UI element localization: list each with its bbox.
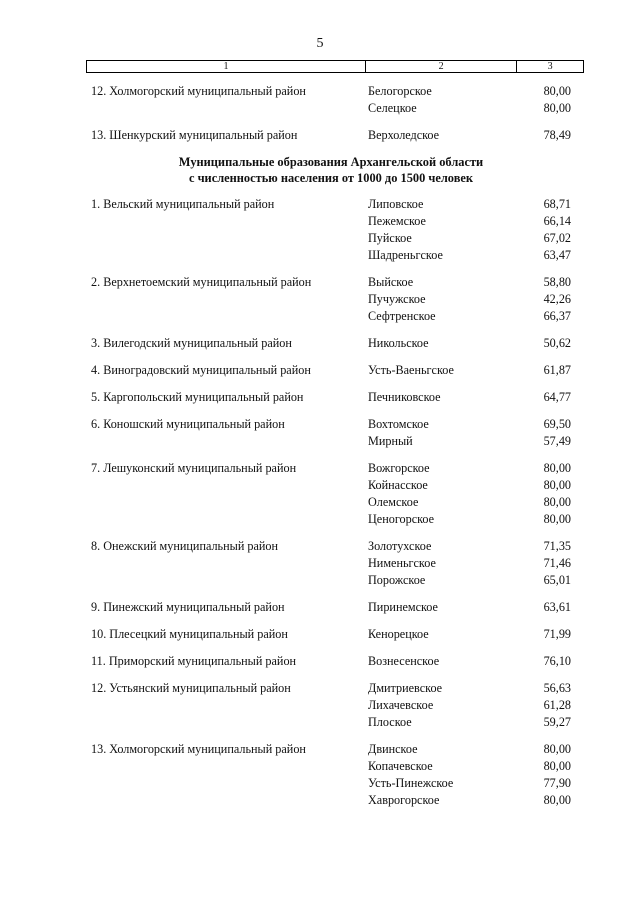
spacer — [91, 406, 571, 416]
settlement-value: 77,90 — [543, 776, 571, 790]
settlement-name: Нименьгское — [368, 556, 436, 570]
table-row — [91, 741, 571, 758]
table-row — [91, 213, 571, 230]
spacer — [91, 186, 571, 196]
spacer — [91, 643, 571, 653]
spacer — [91, 264, 571, 274]
table-row — [91, 494, 571, 511]
table-row — [91, 196, 571, 213]
settlement-value: 80,00 — [543, 84, 571, 98]
section-title — [85, 154, 577, 186]
settlement-name: Лихачевское — [368, 698, 434, 712]
district-name: 2. Верхнетоемский муниципальный район — [91, 275, 312, 289]
section-title-line-1: Муниципальные образования Архангельской области — [178, 155, 484, 169]
table-row — [91, 83, 571, 100]
district-name: 6. Коношский муниципальный район — [91, 417, 285, 431]
page-number: 5 — [316, 36, 324, 51]
spacer — [91, 117, 571, 127]
table-row — [91, 100, 571, 117]
settlement-value: 58,80 — [543, 275, 571, 289]
settlement-value: 80,00 — [543, 478, 571, 492]
settlement-value: 80,00 — [543, 793, 571, 807]
settlement-value: 66,37 — [543, 309, 571, 323]
settlement-name: Селецкое — [368, 101, 417, 115]
district-name: 4. Виноградовский муниципальный район — [91, 363, 311, 377]
district-name: 13. Холмогорский муниципальный район — [91, 742, 306, 756]
settlement-value: 76,10 — [543, 654, 571, 668]
settlement-name: Выйское — [368, 275, 414, 289]
table-row — [91, 389, 571, 406]
settlement-value: 71,46 — [543, 556, 571, 570]
section-title-line-2: с численностью населения от 1000 до 1500 человек — [188, 171, 474, 185]
district-name: 5. Каргопольский муниципальный район — [91, 390, 304, 404]
settlement-name: Порожское — [368, 573, 426, 587]
settlement-value: 69,50 — [543, 417, 571, 431]
settlement-name: Липовское — [368, 197, 424, 211]
district-name: 13. Шенкурский муниципальный район — [91, 128, 298, 142]
settlement-name: Хаврогорское — [368, 793, 440, 807]
spacer — [91, 528, 571, 538]
district-group — [91, 389, 571, 406]
district-group — [91, 335, 571, 352]
settlement-value: 42,26 — [543, 292, 571, 306]
district-name: 8. Онежский муниципальный район — [91, 539, 279, 553]
table-row — [91, 362, 571, 379]
district-name: 7. Лешуконский муниципальный район — [91, 461, 297, 475]
settlement-name: Мирный — [368, 434, 413, 448]
district-name: 12. Холмогорский муниципальный район — [91, 84, 306, 98]
settlement-name: Никольское — [368, 336, 429, 350]
settlement-value: 66,14 — [543, 214, 571, 228]
settlement-name: Вознесенское — [368, 654, 440, 668]
table-row — [91, 460, 571, 477]
district-group — [91, 680, 571, 731]
settlement-value: 80,00 — [543, 495, 571, 509]
settlement-name: Копачевское — [368, 759, 433, 773]
settlement-name: Шадреньгское — [368, 248, 443, 262]
spacer — [91, 589, 571, 599]
settlement-value: 80,00 — [543, 512, 571, 526]
settlement-value: 71,35 — [543, 539, 571, 553]
settlement-name: Вохтомское — [368, 417, 429, 431]
settlement-name: Кенорецкое — [368, 627, 429, 641]
table-row — [91, 538, 571, 555]
settlement-value: 63,47 — [543, 248, 571, 262]
spacer — [91, 450, 571, 460]
table-row — [91, 433, 571, 450]
settlement-name: Плоское — [368, 715, 412, 729]
settlement-value: 61,28 — [543, 698, 571, 712]
table-row — [91, 416, 571, 433]
district-group — [91, 460, 571, 528]
settlement-value: 80,00 — [543, 742, 571, 756]
district-groups — [91, 196, 571, 809]
header-col-3: 3 — [547, 61, 553, 72]
district-group — [91, 196, 571, 264]
settlement-value: 64,77 — [543, 390, 571, 404]
settlement-name: Дмитриевское — [368, 681, 443, 695]
settlement-name: Вожгорское — [368, 461, 430, 475]
settlement-value: 80,00 — [543, 759, 571, 773]
district-group — [91, 626, 571, 643]
settlement-value: 59,27 — [543, 715, 571, 729]
settlement-name: Усть-Ваеньгское — [368, 363, 454, 377]
table-row — [91, 626, 571, 643]
table-row — [91, 291, 571, 308]
settlement-name: Пуйское — [368, 231, 412, 245]
settlement-value: 68,71 — [543, 197, 571, 211]
settlement-name: Верхоледское — [368, 128, 440, 142]
settlement-name: Сефтренское — [368, 309, 436, 323]
table-row — [91, 775, 571, 792]
district-name: 1. Вельский муниципальный район — [91, 197, 275, 211]
spacer — [91, 616, 571, 626]
settlement-value: 63,61 — [543, 600, 571, 614]
table-row — [91, 680, 571, 697]
table-row — [91, 599, 571, 616]
table-row — [91, 477, 571, 494]
table-row — [91, 230, 571, 247]
spacer — [91, 325, 571, 335]
table-row — [91, 758, 571, 775]
table-row — [91, 335, 571, 352]
table-body — [91, 83, 571, 809]
table-row — [91, 555, 571, 572]
district-name: 12. Устьянский муниципальный район — [91, 681, 291, 695]
settlement-value: 71,99 — [543, 627, 571, 641]
top-groups — [91, 83, 571, 144]
spacer — [91, 352, 571, 362]
district-group — [91, 274, 571, 325]
district-group — [91, 741, 571, 809]
settlement-name: Белогорское — [368, 84, 432, 98]
district-name: 11. Приморский муниципальный район — [91, 654, 297, 668]
spacer — [91, 731, 571, 741]
settlement-value: 50,62 — [543, 336, 571, 350]
table-row — [91, 127, 571, 144]
district-group — [91, 416, 571, 450]
table-header — [86, 60, 584, 73]
table-row — [91, 714, 571, 731]
table-row — [91, 697, 571, 714]
settlement-value: 80,00 — [543, 461, 571, 475]
table-row — [91, 653, 571, 670]
district-group — [91, 83, 571, 117]
table-row — [91, 308, 571, 325]
settlement-value: 61,87 — [543, 363, 571, 377]
settlement-name: Золотухское — [368, 539, 432, 553]
settlement-name: Ценогорское — [368, 512, 435, 526]
settlement-value: 57,49 — [543, 434, 571, 448]
district-name: 3. Вилегодский муниципальный район — [91, 336, 292, 350]
header-col-1: 1 — [87, 61, 366, 72]
district-name: 10. Плесецкий муниципальный район — [91, 627, 288, 641]
district-name: 9. Пинежский муниципальный район — [91, 600, 285, 614]
settlement-name: Усть-Пинежское — [368, 776, 454, 790]
spacer — [91, 144, 571, 154]
district-group — [91, 538, 571, 589]
settlement-name: Двинское — [368, 742, 418, 756]
district-group — [91, 362, 571, 379]
spacer — [91, 379, 571, 389]
table-row — [91, 511, 571, 528]
settlement-value: 65,01 — [543, 573, 571, 587]
settlement-name: Пиринемское — [368, 600, 438, 614]
district-group — [91, 599, 571, 616]
district-group — [91, 127, 571, 144]
settlement-value: 56,63 — [543, 681, 571, 695]
settlement-name: Койнасское — [368, 478, 428, 492]
settlement-name: Пежемское — [368, 214, 426, 228]
table-row — [91, 792, 571, 809]
table-row — [91, 274, 571, 291]
settlement-value: 67,02 — [543, 231, 571, 245]
settlement-value: 80,00 — [543, 101, 571, 115]
district-group — [91, 653, 571, 670]
table-row — [91, 247, 571, 264]
settlement-value: 78,49 — [543, 128, 571, 142]
settlement-name: Олемское — [368, 495, 419, 509]
settlement-name: Пучужское — [368, 292, 426, 306]
table-row — [91, 572, 571, 589]
spacer — [91, 670, 571, 680]
settlement-name: Печниковское — [368, 390, 441, 404]
header-col-2: 2 — [366, 61, 517, 72]
